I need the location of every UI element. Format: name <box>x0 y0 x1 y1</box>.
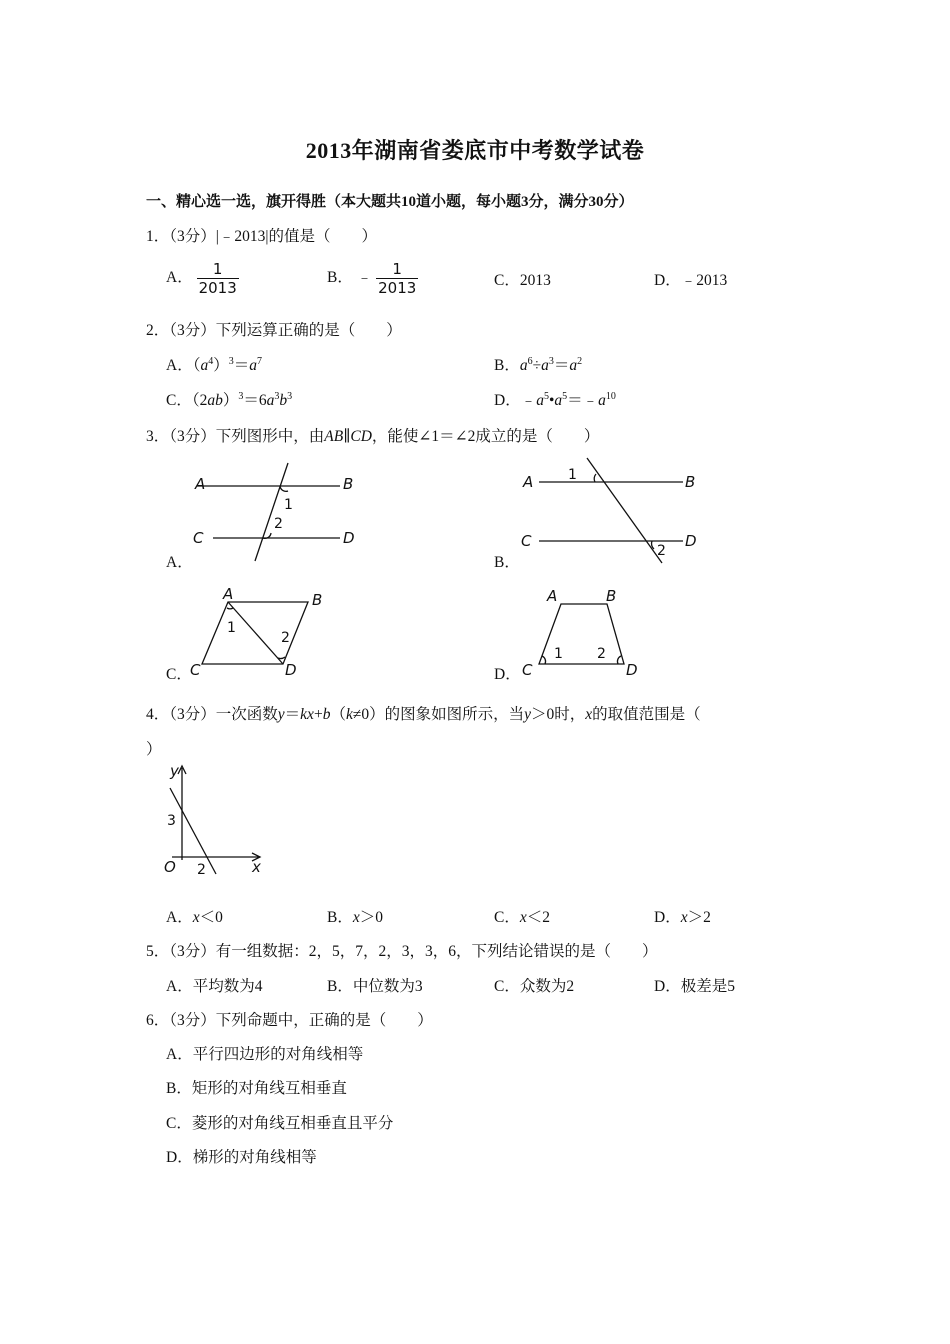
var-x: x <box>519 909 527 926</box>
q4-option-c[interactable] <box>494 905 550 927</box>
point-b: B <box>343 475 354 493</box>
equals: ＝ <box>284 706 301 723</box>
option-label: A． <box>166 269 193 287</box>
q6-option-a[interactable]: A．平行四边形的对角线相等 <box>166 1046 364 1063</box>
angle-1-label: 1 <box>284 497 293 513</box>
option-label: B． <box>327 269 353 287</box>
point-c: C <box>193 529 204 547</box>
angle-1-label: 1 <box>568 467 577 483</box>
angle-1-label: 1 <box>554 646 563 662</box>
numerator: 1 <box>392 260 402 278</box>
diagonal-ad <box>228 602 283 664</box>
minus-sign: ﹣ <box>356 269 373 287</box>
relation: ＜0 <box>199 909 223 926</box>
y-intercept-label: 3 <box>167 813 176 829</box>
question-5-stem: 5．（3分）有一组数据：2，5，7，2，3，3，6，下列结论错误的是（ ） <box>146 943 658 960</box>
option-label: B． <box>494 357 520 374</box>
angle-arc-1 <box>542 656 546 664</box>
point-b: B <box>685 473 696 491</box>
q5-option-c[interactable]: C．众数为2 <box>494 978 575 995</box>
q3-figure-b <box>515 455 715 567</box>
point-c: C <box>521 532 532 550</box>
var-b: b <box>322 706 331 723</box>
angle-arc-1 <box>280 486 288 491</box>
q1-option-c[interactable]: C．2013 <box>494 272 551 289</box>
q4-graph <box>160 760 270 880</box>
relation: ＜2 <box>526 909 550 926</box>
option-label: D． <box>654 909 681 926</box>
q5-option-d[interactable]: D．极差是5 <box>654 978 735 995</box>
stem-text: 的取值范围是（ <box>592 706 701 723</box>
q5-option-b[interactable]: B．中位数为3 <box>327 978 423 995</box>
q1-option-d[interactable]: D．﹣2013 <box>654 272 728 289</box>
angle-arc-2 <box>278 657 285 659</box>
q3-figure-a <box>185 458 375 568</box>
q5-option-a[interactable]: A．平均数为4 <box>166 978 263 995</box>
option-label: A． <box>166 909 193 926</box>
x-intercept-label: 2 <box>197 862 206 878</box>
point-d: D <box>685 532 697 550</box>
angle-1-label: 1 <box>227 620 236 636</box>
option-label: C． <box>166 392 192 409</box>
point-d: D <box>343 529 355 547</box>
q4-option-b[interactable] <box>327 905 383 927</box>
stem-text: ≠0）的图象如图所示，当 <box>352 706 525 723</box>
point-c: C <box>190 661 201 679</box>
point-a: A <box>523 473 534 491</box>
section-heading: 一、精心选一选，旗开得胜（本大题共10道小题，每小题3分，满分30分） <box>146 194 634 210</box>
function-line <box>170 788 216 874</box>
option-label: A． <box>166 357 193 374</box>
var-y: y <box>277 706 285 723</box>
stem-text: ，能使∠1＝∠2成立的是（ ） <box>371 428 600 445</box>
stem-text: ＞0时， <box>531 706 586 723</box>
q6-option-b[interactable]: B．矩形的对角线互相垂直 <box>166 1080 347 1097</box>
relation: ＞0 <box>359 909 383 926</box>
point-a: A <box>223 585 234 603</box>
relation: ＞2 <box>687 909 711 926</box>
option-label: C． <box>494 909 520 926</box>
var-x: x <box>680 909 688 926</box>
fraction <box>197 260 239 297</box>
angle-2-label: 2 <box>281 630 290 646</box>
segment-cd: CD <box>350 428 372 445</box>
plus: + <box>313 706 323 723</box>
term-kx: kx <box>300 706 314 723</box>
transversal <box>587 458 662 563</box>
numerator: 1 <box>212 260 223 278</box>
stem-text: 3．（3分）下列图形中，由 <box>146 428 325 445</box>
stem-text: 4．（3分）一次函数 <box>146 706 278 723</box>
question-4-stem <box>146 702 701 724</box>
var-x: x <box>352 909 360 926</box>
q3-option-c[interactable]: C． <box>166 666 192 683</box>
q3-figure-d <box>520 584 650 684</box>
var-x: x <box>192 909 200 926</box>
q1-option-a[interactable] <box>166 260 239 297</box>
segment-ab: AB <box>324 428 344 445</box>
var-k: k <box>345 706 353 723</box>
q6-option-c[interactable]: C．菱形的对角线互相垂直且平分 <box>166 1115 394 1132</box>
q3-figure-c <box>185 584 335 684</box>
paren: （ <box>330 706 346 723</box>
question-4-stem-close: ） <box>146 741 162 758</box>
angle-arc-2 <box>617 656 621 664</box>
point-d: D <box>285 661 297 679</box>
fraction <box>376 260 418 297</box>
point-d: D <box>626 661 638 679</box>
y-axis-label: y <box>170 762 179 780</box>
point-a: A <box>547 587 558 605</box>
question-1-stem: 1．（3分）|﹣2013|的值是（ ） <box>146 228 377 245</box>
point-b: B <box>606 587 617 605</box>
q3-option-a[interactable]: A． <box>166 554 193 571</box>
angle-arc-1 <box>227 608 233 609</box>
denominator: 2013 <box>378 279 417 297</box>
parallel-symbol: ∥ <box>343 428 351 445</box>
q3-option-d[interactable]: D． <box>494 666 521 683</box>
q4-option-d[interactable] <box>654 905 711 927</box>
var-y: y <box>524 706 531 723</box>
angle-2-label: 2 <box>274 516 283 532</box>
trapezoid <box>539 604 624 664</box>
var-x: x <box>585 706 593 723</box>
x-axis-label: x <box>252 858 261 876</box>
option-label: D． <box>494 392 521 409</box>
q2-option-a[interactable]: A．$(a^4)^3=a^7$ <box>166 356 262 374</box>
q2-option-b[interactable]: B．$a^6\div a^3=a^2$ <box>494 356 583 374</box>
q2-option-c[interactable]: C．$(2ab)^3=6a^3b^3$ <box>166 391 293 409</box>
denominator: 2013 <box>198 279 237 297</box>
q6-option-d[interactable]: D．梯形的对角线相等 <box>166 1149 317 1166</box>
question-3-stem <box>146 424 599 446</box>
angle-2-label: 2 <box>657 543 666 559</box>
question-2-stem: 2．（3分）下列运算正确的是（ ） <box>146 322 402 339</box>
origin-label: O <box>164 858 176 876</box>
point-c: C <box>522 661 533 679</box>
point-b: B <box>312 591 323 609</box>
angle-2-label: 2 <box>597 646 606 662</box>
option-label: B． <box>327 909 353 926</box>
q1-option-b[interactable] <box>327 260 418 297</box>
q2-option-d[interactable]: D．$﹣a^5•a^5=﹣a^{10}$ <box>494 391 616 409</box>
angle-arc-1 <box>594 474 596 482</box>
question-6-stem: 6．（3分）下列命题中，正确的是（ ） <box>146 1012 433 1029</box>
q4-option-a[interactable] <box>166 905 223 927</box>
q3-option-b[interactable]: B． <box>494 554 520 571</box>
page-title: 2013年湖南省娄底市中考数学试卷 <box>305 138 645 163</box>
point-a: A <box>195 475 206 493</box>
